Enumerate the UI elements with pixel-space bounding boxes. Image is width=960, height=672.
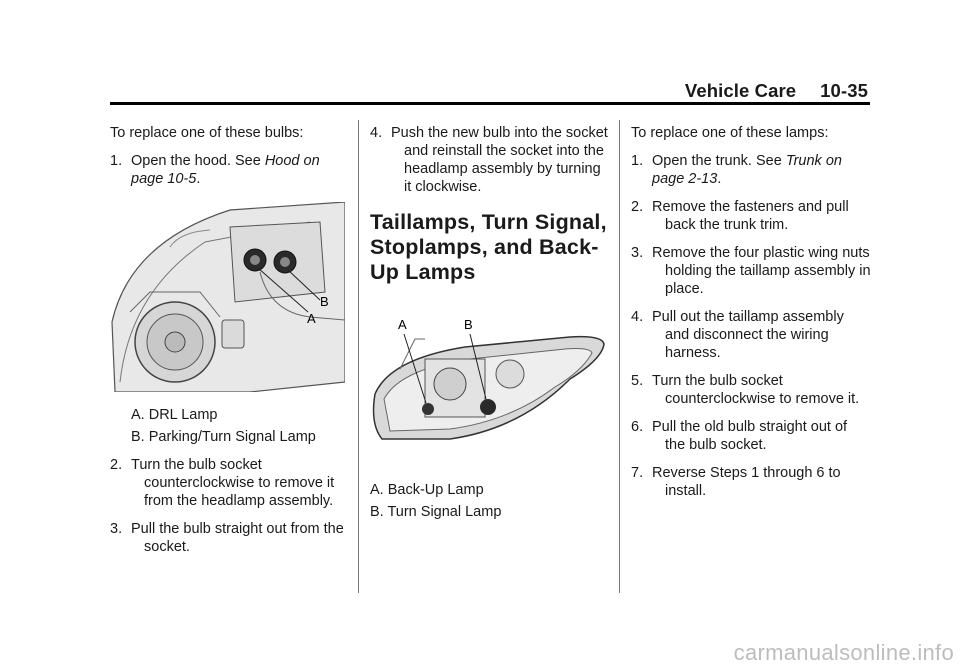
page-number: 10-35 <box>820 80 868 101</box>
step-text: Remove the four plastic wing nuts holding the taillamp assembly in place. <box>652 245 871 297</box>
step-text: Pull out the taillamp assembly and disconnect the wiring harness. <box>652 309 844 361</box>
step-number: 3. <box>110 521 123 537</box>
legend-item: B. Turn Signal Lamp <box>370 504 502 520</box>
figure-legend <box>110 406 345 446</box>
step-number: 1. <box>110 153 123 169</box>
step-number: 7. <box>631 465 644 481</box>
step-7 <box>631 464 871 500</box>
step-number: 3. <box>631 245 644 261</box>
step-text: Open the trunk. See <box>652 153 786 169</box>
step-4 <box>631 308 871 362</box>
step-punct: . <box>717 171 722 187</box>
step-text: Pull the bulb straight out from the socket. <box>131 521 344 555</box>
step-text: Turn the bulb socket counterclockwise to remove it. <box>652 373 860 407</box>
step-punct: . <box>196 171 201 187</box>
step-2 <box>631 198 871 234</box>
step-1 <box>110 152 345 188</box>
step-text: Remove the fasteners and pull back the trunk trim. <box>652 199 849 233</box>
step-2 <box>110 456 345 510</box>
watermark: carmanualsonline.info <box>733 640 954 665</box>
page-reference-link[interactable]: Hood on page 10-5 <box>131 153 320 187</box>
step-3 <box>631 244 871 298</box>
figure-label-a: A <box>307 311 316 326</box>
column-divider-1 <box>358 120 359 593</box>
step-number: 2. <box>631 199 644 215</box>
step-number: 4. <box>370 125 383 141</box>
step-text: Turn the bulb socket counterclockwise to remove it from the headlamp assembly. <box>131 457 335 509</box>
column-1 <box>110 124 345 566</box>
legend-item: A. Back-Up Lamp <box>370 482 484 498</box>
step-number: 1. <box>631 153 644 169</box>
figure-label-b: B <box>464 317 473 332</box>
page-header <box>110 80 868 102</box>
step-text: Open the hood. See <box>131 153 265 169</box>
legend-item: B. Parking/Turn Signal Lamp <box>131 429 316 445</box>
step-5 <box>631 372 871 408</box>
figure-label-b: B <box>320 294 329 309</box>
step-number: 4. <box>631 309 644 325</box>
column-3 <box>631 124 871 510</box>
headlamp-figure <box>110 202 345 392</box>
step-text: Push the new bulb into the socket and reinstall the socket into the headlamp assembly by turning it clockwise. <box>391 125 608 195</box>
figure-legend <box>370 481 608 521</box>
legend-item: A. DRL Lamp <box>131 407 218 423</box>
step-4 <box>370 124 608 196</box>
step-text: Pull the old bulb straight out of the bulb socket. <box>652 419 848 453</box>
step-1 <box>631 152 871 188</box>
column-divider-2 <box>619 120 620 593</box>
intro-text: To replace one of these lamps: <box>631 125 829 141</box>
figure-label-a: A <box>398 317 407 332</box>
step-number: 2. <box>110 457 123 473</box>
step-number: 5. <box>631 373 644 389</box>
step-6 <box>631 418 871 454</box>
step-text: Reverse Steps 1 through 6 to install. <box>652 465 841 499</box>
page-reference-link[interactable]: Trunk on page 2-13 <box>652 153 842 187</box>
taillamp-figure <box>370 299 608 469</box>
column-2 <box>370 124 608 531</box>
step-3 <box>110 520 345 556</box>
intro-text: To replace one of these bulbs: <box>110 125 304 141</box>
section-title: Vehicle Care <box>684 80 797 101</box>
header-rule <box>110 102 870 105</box>
step-number: 6. <box>631 419 644 435</box>
section-heading: Taillamps, Turn Signal, Stoplamps, and Back-Up Lamps <box>370 210 607 284</box>
